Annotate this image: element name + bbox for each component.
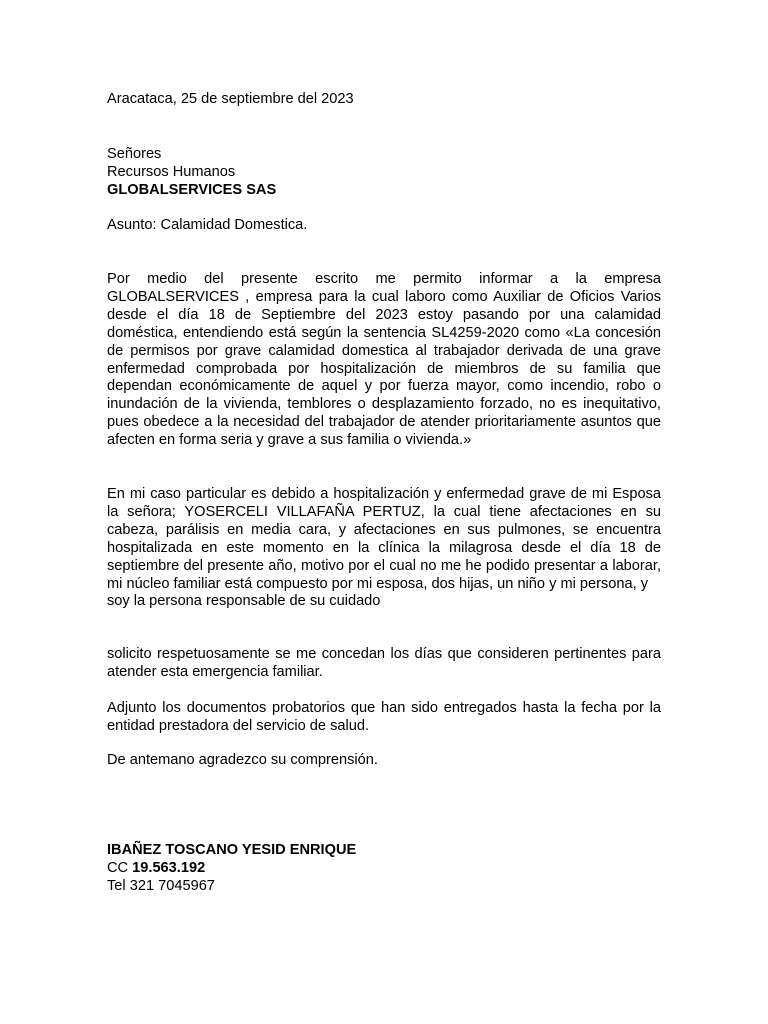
body-paragraph-2-tail: soy la persona responsable de su cuidado — [107, 593, 381, 610]
recipient-block — [107, 146, 661, 200]
body-paragraph-1: Por medio del presente escrito me permito informar a la empresa GLOBALSERVICES , empresa para la cual laboro como Auxiliar de Oficios Varios desde el día 18 de Septiembre del 2023 estoy pasando por una calamidad doméstica, entendiendo está según la sentencia SL4259-2020 como «La concesión de permisos por grave calamidad domestica al trabajador derivada de una grave enfermedad comprobada por hospitalización de miembros de su familia que dependan económicamente de aquel y por fuerza mayor, como incendio, robo o inundación de la vivienda, temblores o desplazamiento forzado, no es inequitativo, pues obedece a la necesidad del trabajador de atender prioritariamente asuntos que afecten en forma seria y grave a sus familia o vivienda.» — [107, 271, 661, 449]
signature-phone: Tel 321 7045967 — [107, 877, 215, 894]
signature-id-prefix: CC — [107, 859, 129, 876]
body-paragraph-2-block — [107, 486, 661, 611]
subject-line: Asunto: Calamidad Domestica. — [107, 217, 308, 233]
recipient-salutation: Señores — [107, 146, 162, 162]
recipient-company: GLOBALSERVICES SAS — [107, 181, 277, 198]
signature-name: IBAÑEZ TOSCANO YESID ENRIQUE — [107, 842, 357, 858]
signature-id-number: 19.563.192 — [132, 859, 206, 876]
signature-block — [107, 842, 661, 896]
body-paragraph-3: solicito respetuosamente se me concedan los días que consideren pertinentes para atender esta emergencia familiar. — [107, 646, 661, 680]
body-paragraph-4: Adjunto los documentos probatorios que han sido entregados hasta la fecha por la entidad prestadora del servicio de salud. — [107, 700, 661, 734]
date-line: Aracataca, 25 de septiembre del 2023 — [107, 91, 354, 107]
closing-line: De antemano agradezco su comprensión. — [107, 752, 378, 768]
recipient-department: Recursos Humanos — [107, 163, 236, 180]
body-paragraph-2: En mi caso particular es debido a hospitalización y enfermedad grave de mi Esposa la señora; YOSERCELI VILLAFAÑA PERTUZ, la cual tiene afectaciones en su cabeza, parálisis en media cara, y afectaciones en sus pulmones, se encuentra hospitalizada en este momento en la clínica la milagrosa desde el día 18 de septiembre del presente año, motivo por el cual no me he podido presentar a laborar, mi núcleo familiar está compuesto por mi esposa, dos hijas, un niño y mi persona, y — [107, 486, 661, 592]
signature-id-line — [107, 860, 661, 878]
